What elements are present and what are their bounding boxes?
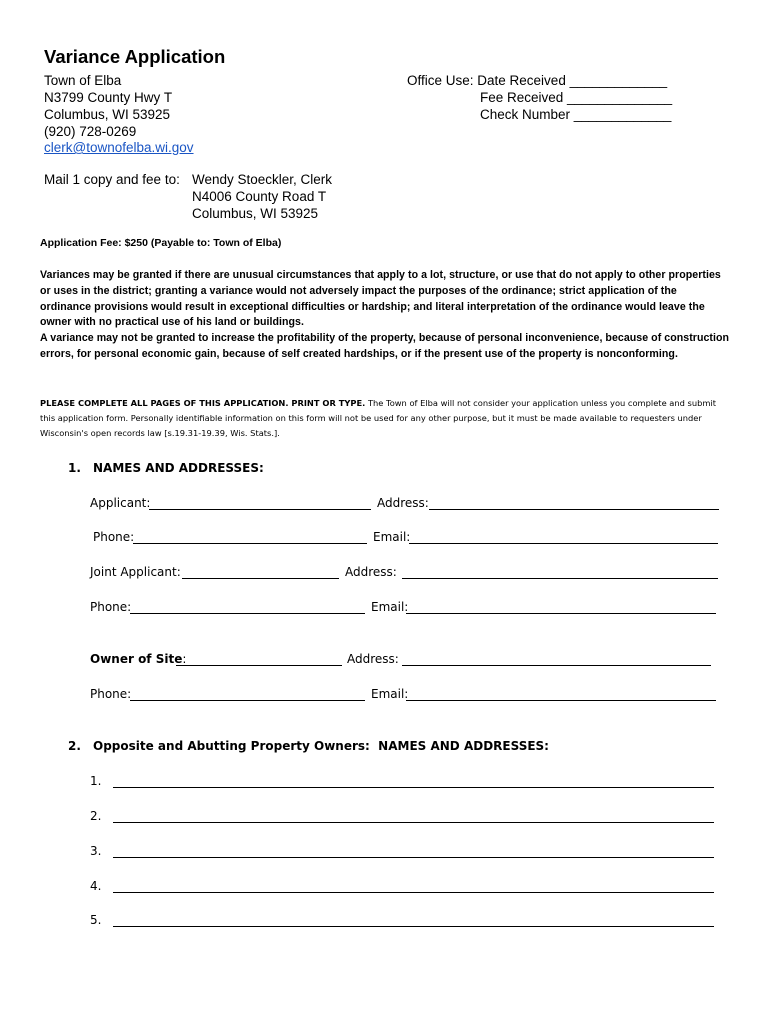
- notice-text: The Town of Elba will not consider your application unless you complete and submit this application form. Personally identifiable information on this form will not be used for any other purpose, but it must be made available to requesters under Wisconsin's open records law [s.19.31-19.39, Wis. Stats.].: [40, 398, 717, 438]
- applicant-address-label: Address:: [377, 496, 429, 510]
- abutting-owner-field-1[interactable]: [113, 787, 714, 788]
- notice-paragraph: [40, 396, 730, 441]
- joint-applicant-address-field[interactable]: [402, 578, 718, 579]
- mail-address-line1: N4006 County Road T: [192, 189, 327, 204]
- applicant-address-field[interactable]: [429, 509, 719, 510]
- owner-address-field[interactable]: [402, 665, 711, 666]
- abutting-owner-field-5[interactable]: [113, 926, 714, 927]
- notice-bold: PLEASE COMPLETE ALL PAGES OF THIS APPLICATION. PRINT OR TYPE.: [40, 398, 366, 408]
- applicant-label: Applicant:: [90, 496, 151, 510]
- office-use-check-number: Check Number _____________: [480, 107, 672, 122]
- section2-number: 2.: [68, 739, 81, 753]
- abutting-owner-number: 2.: [90, 809, 102, 823]
- mail-label: Mail 1 copy and fee to:: [44, 172, 180, 187]
- abutting-owner-field-2[interactable]: [113, 822, 714, 823]
- application-fee: Application Fee: $250 (Payable to: Town of Elba): [40, 237, 282, 249]
- office-use-date-received: Office Use: Date Received _____________: [407, 73, 668, 88]
- variance-restrictions-paragraph: A variance may not be granted to increase the profitability of the property, because of personal inconvenience, because of construction errors, for personal economic gain, because of self created hardships, or if the present use of the property is nonconforming.: [40, 332, 730, 360]
- owner-of-site-text: Owner of Site: [90, 652, 183, 666]
- abutting-owner-field-3[interactable]: [113, 857, 714, 858]
- town-phone: (920) 728-0269: [44, 124, 137, 139]
- page-title: Variance Application: [44, 46, 226, 67]
- town-email-link[interactable]: clerk@townofelba.wi.gov: [44, 140, 194, 155]
- section1-title: NAMES AND ADDRESSES:: [93, 461, 264, 475]
- owner-of-site-field[interactable]: [176, 665, 342, 666]
- variance-criteria-paragraph: Variances may be granted if there are unusual circumstances that apply to a lot, structure, or use that do not apply to other properties or uses in the district; granting a variance would not adversely impact the purposes of the ordinance; strict application of the ordinance provisions would result in exceptional difficulties or hardship; and literal interpretation of the ordinance would leave the owner with no practical use of his land or buildings.: [40, 269, 721, 329]
- applicant-field[interactable]: [149, 509, 371, 510]
- joint-applicant-email-field[interactable]: [406, 613, 716, 614]
- joint-applicant-label: Joint Applicant:: [90, 565, 181, 579]
- joint-applicant-address-label: Address:: [345, 565, 397, 579]
- town-name: Town of Elba: [44, 73, 122, 88]
- abutting-owner-number: 5.: [90, 913, 102, 927]
- owner-of-site-colon: :: [182, 652, 187, 666]
- joint-applicant-phone-label: Phone:: [90, 600, 132, 614]
- mail-address-line2: Columbus, WI 53925: [192, 206, 319, 221]
- applicant-email-label: Email:: [373, 530, 411, 544]
- abutting-owner-number: 1.: [90, 774, 102, 788]
- owner-phone-label: Phone:: [90, 687, 132, 701]
- applicant-phone-field[interactable]: [133, 543, 367, 544]
- office-use-fee-received: Fee Received ______________: [480, 90, 673, 105]
- owner-email-label: Email:: [371, 687, 409, 701]
- section2-title: Opposite and Abutting Property Owners: NAMES AND ADDRESSES:: [93, 739, 549, 753]
- section1-number: 1.: [68, 461, 81, 475]
- applicant-email-field[interactable]: [409, 543, 718, 544]
- joint-applicant-email-label: Email:: [371, 600, 409, 614]
- abutting-owner-number: 4.: [90, 879, 102, 893]
- joint-applicant-field[interactable]: [182, 578, 339, 579]
- applicant-phone-label: Phone:: [93, 530, 135, 544]
- owner-phone-field[interactable]: [130, 700, 365, 701]
- town-address-line1: N3799 County Hwy T: [44, 90, 173, 105]
- owner-email-field[interactable]: [406, 700, 716, 701]
- abutting-owner-field-4[interactable]: [113, 892, 714, 893]
- joint-applicant-phone-field[interactable]: [130, 613, 365, 614]
- owner-of-site-label: [90, 652, 186, 666]
- abutting-owner-number: 3.: [90, 844, 102, 858]
- owner-address-label: Address:: [347, 652, 399, 666]
- mail-name: Wendy Stoeckler, Clerk: [192, 172, 333, 187]
- town-address-line2: Columbus, WI 53925: [44, 107, 171, 122]
